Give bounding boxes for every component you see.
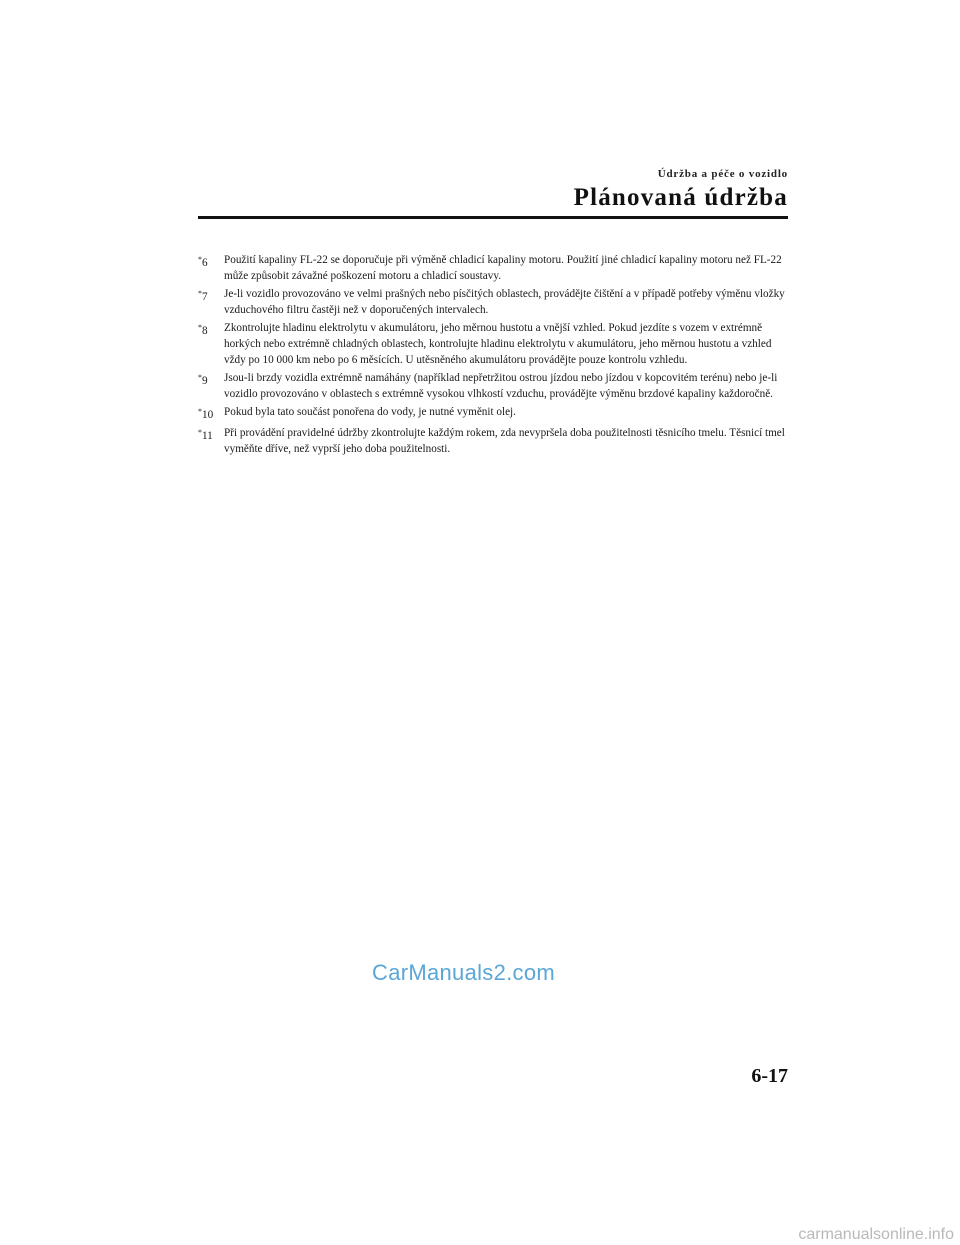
footnote-text: Zkontrolujte hladinu elektrolytu v akumulátoru, jeho měrnou hustotu a vnější vzhled. Pokud jezdíte s vozem v extrémně horkých nebo extrémně chladných oblastech, kontrolujte hladinu elektrolytu v akumulátoru, jeho měrnou hustotu a vzhled vždy po 10 000 km nebo po 6 měsících. U utěsněného akumulátoru provádějte pouze kontrolu vzhledu. (224, 322, 772, 366)
footnote-9 (198, 370, 788, 402)
footnote-list (198, 252, 788, 459)
footnote-7 (198, 286, 788, 318)
footnote-text: Pokud byla tato součást ponořena do vody, je nutné vyměnit olej. (224, 406, 516, 418)
footnote-text: Jsou-li brzdy vozidla extrémně namáhány (například nepřetržitou ostrou jízdou nebo jízdou v kopcovitém terénu) nebo je-li vozidlo provozováno v oblastech s extrémně vysokou vlhkostí vzduchu, provádějte výměnu brzdové kapaliny každoročně. (224, 372, 778, 400)
footnote-marker: *10 (198, 407, 214, 421)
footnote-marker: *11 (198, 428, 213, 442)
page-title: Plánovaná údržba (573, 184, 788, 211)
footnote-8 (198, 320, 788, 368)
watermark-carmanuals2: CarManuals2.com (372, 960, 556, 985)
footnote-6 (198, 252, 788, 284)
footnote-marker: *8 (198, 323, 208, 337)
site-watermark: carmanualsonline.info (798, 1226, 954, 1243)
section-heading: Údržba a péče o vozidlo (657, 168, 788, 180)
footnote-text: Při provádění pravidelné údržby zkontrolujte každým rokem, zda nevypršela doba použitelnosti těsnicího tmelu. Těsnicí tmel vyměňte dříve, než vyprší jeho doba použitelnosti. (224, 427, 785, 455)
footnote-marker: *9 (198, 373, 208, 387)
footnote-text: Použití kapaliny FL-22 se doporučuje při výměně chladicí kapaliny motoru. Použití jiné chladicí kapaliny motoru než FL-22 může způsobit závažné poškození motoru a chladicí soustavy. (224, 254, 782, 282)
footnote-text: Je-li vozidlo provozováno ve velmi prašných nebo písčitých oblastech, provádějte čištění a v případě potřeby výměnu vložky vzduchového filtru častěji než v doporučených intervalech. (224, 288, 785, 316)
footnote-marker: *6 (198, 255, 208, 269)
footnote-marker: *7 (198, 289, 208, 303)
header-rule (198, 216, 788, 219)
footnote-10 (198, 404, 788, 423)
footnote-11 (198, 425, 788, 457)
page-number: 6-17 (751, 1065, 788, 1087)
